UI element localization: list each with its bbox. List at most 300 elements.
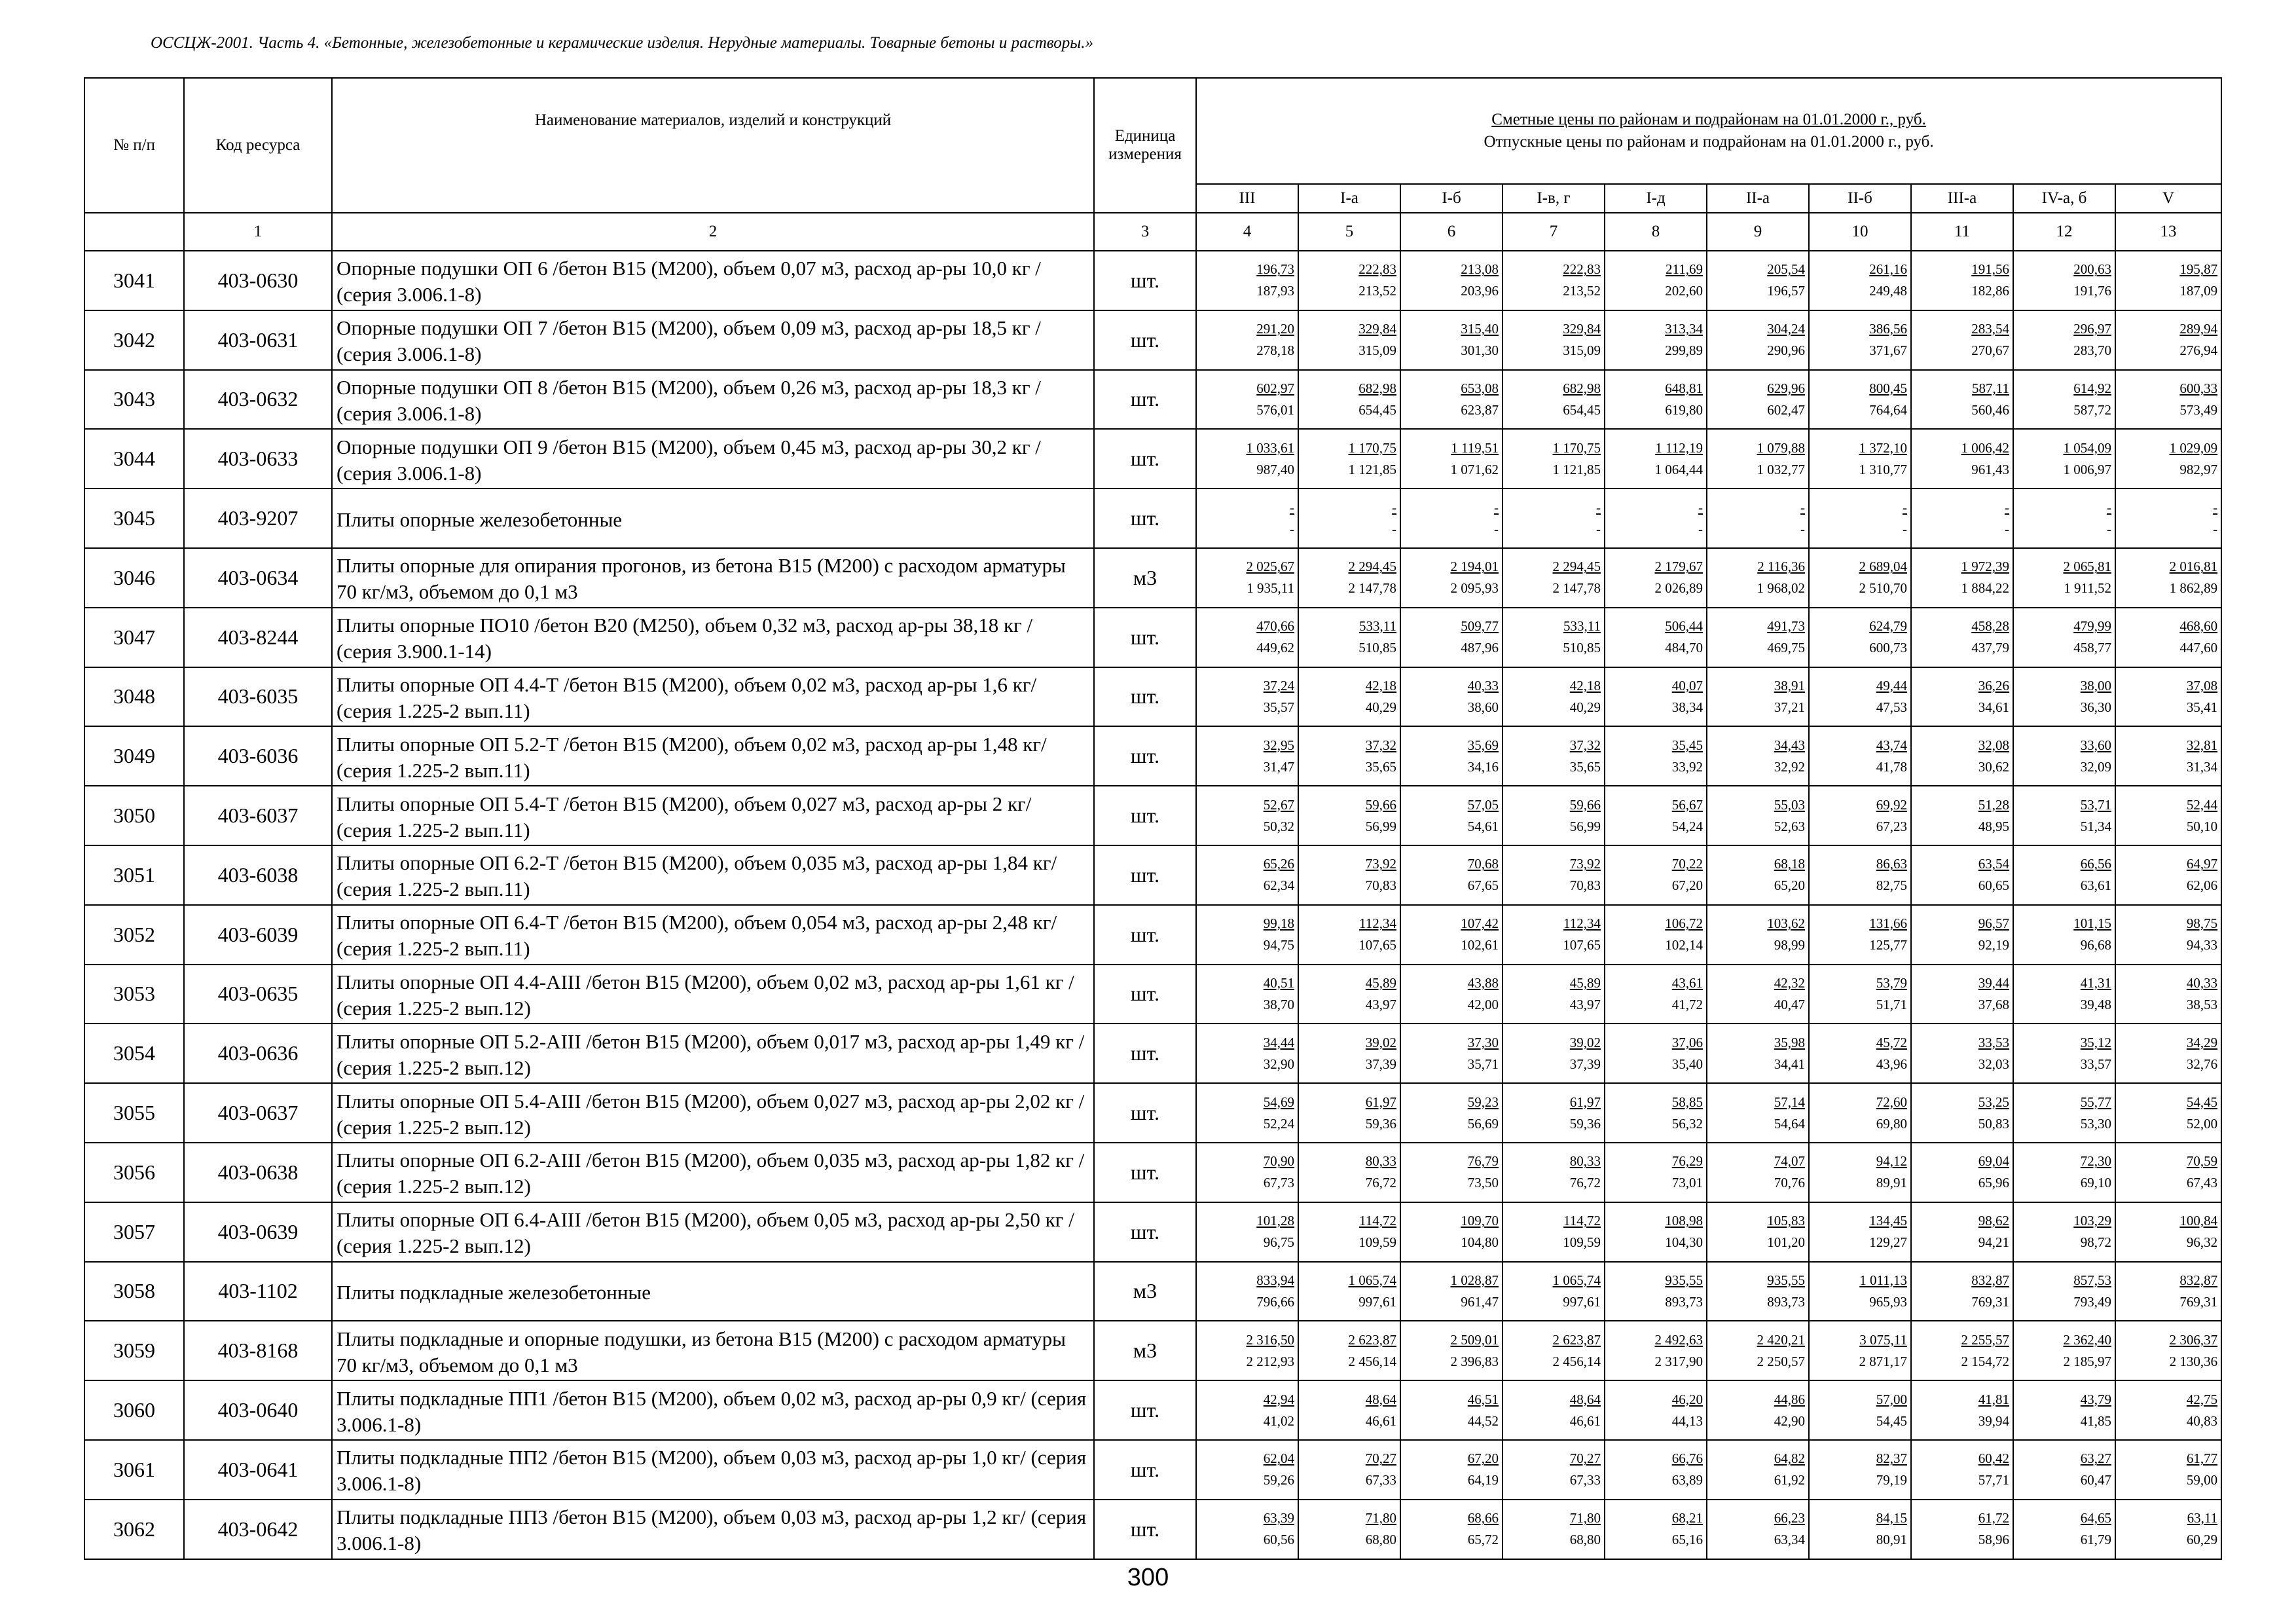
release-price: - <box>1392 521 1396 537</box>
price-cell <box>1605 1500 1707 1559</box>
unit: м3 <box>1094 1321 1196 1380</box>
price-cell <box>1196 370 1298 430</box>
estimate-price: 213,08 <box>1461 261 1499 278</box>
unit: шт. <box>1094 1202 1196 1262</box>
price-cell <box>1503 310 1605 370</box>
price-cell <box>1605 1262 1707 1321</box>
price-cell <box>1400 1024 1503 1083</box>
estimate-price: 69,04 <box>1978 1153 2009 1170</box>
price-cell <box>1503 429 1605 489</box>
price-cell <box>1911 429 2013 489</box>
price-cell <box>1196 429 1298 489</box>
estimate-price: 800,45 <box>1869 380 1907 396</box>
price-cell <box>1503 726 1605 786</box>
estimate-price: 40,51 <box>1263 974 1294 991</box>
estimate-price: 107,42 <box>1461 915 1499 932</box>
release-price: 60,47 <box>2080 1472 2111 1488</box>
release-price: 299,89 <box>1665 342 1703 359</box>
table-row <box>84 1440 2221 1500</box>
price-cell <box>1503 1083 1605 1143</box>
estimate-price: 200,63 <box>2073 261 2111 278</box>
estimate-price: - <box>1392 499 1396 515</box>
release-price: 53,30 <box>2080 1115 2111 1132</box>
release-price: 109,59 <box>1358 1234 1396 1251</box>
price-cell <box>2013 1202 2115 1262</box>
release-price: 33,57 <box>2080 1056 2111 1072</box>
price-cell <box>1196 786 1298 845</box>
price-cell <box>1400 905 1503 965</box>
release-price: 619,80 <box>1665 401 1703 418</box>
row-number: 3054 <box>84 1024 184 1083</box>
release-price: 59,26 <box>1263 1472 1294 1488</box>
estimate-price: 211,69 <box>1666 261 1703 278</box>
release-price: 79,19 <box>1876 1472 1907 1488</box>
release-price: - <box>1698 521 1703 537</box>
estimate-price: 74,07 <box>1774 1153 1805 1170</box>
unit: шт. <box>1094 1143 1196 1202</box>
release-price: 283,70 <box>2073 342 2111 359</box>
release-price: 654,45 <box>1358 401 1396 418</box>
release-price: 1 884,22 <box>1961 580 2009 597</box>
price-cell <box>1911 370 2013 430</box>
estimate-price: 32,08 <box>1978 737 2009 753</box>
price-cell <box>1298 251 1400 310</box>
material-name: Опорные подушки ОП 7 /бетон В15 (М200), объем 0,09 м3, расход ар-ры 18,5 кг / (серия 3.006.1-8) <box>332 310 1094 370</box>
estimate-price: 46,51 <box>1467 1391 1499 1407</box>
row-number: 3049 <box>84 726 184 786</box>
table-row <box>84 1202 2221 1262</box>
table-body <box>84 251 2221 1559</box>
release-price: 202,60 <box>1665 283 1703 299</box>
release-price: 40,29 <box>1569 699 1601 715</box>
release-price: - <box>1290 521 1294 537</box>
release-price: 59,36 <box>1569 1115 1601 1132</box>
price-cell <box>1809 965 1911 1024</box>
price-cell <box>1298 310 1400 370</box>
release-price: 982,97 <box>2179 461 2218 477</box>
header-prices <box>1196 78 2221 184</box>
release-price: 764,64 <box>1869 401 1907 418</box>
estimate-price: 42,18 <box>1365 677 1396 693</box>
estimate-price: 509,77 <box>1461 618 1499 635</box>
material-name: Плиты подкладные ПП1 /бетон В15 (М200), объем 0,02 м3, расход ар-ры 0,9 кг/ (серия 3.006.1-8) <box>332 1380 1094 1440</box>
estimate-price: 76,79 <box>1467 1153 1499 1170</box>
row-number: 3062 <box>84 1500 184 1559</box>
price-cell <box>1707 1500 1809 1559</box>
estimate-price: 587,11 <box>1972 380 2009 396</box>
unit: шт. <box>1094 429 1196 489</box>
price-cell <box>2115 1500 2221 1559</box>
table-row <box>84 608 2221 667</box>
release-price: 67,73 <box>1263 1175 1294 1191</box>
page-number: 300 <box>1127 1564 1169 1591</box>
price-cell <box>1196 667 1298 727</box>
release-price: 67,65 <box>1467 877 1499 894</box>
estimate-price: - <box>1494 499 1499 515</box>
release-price: 1 862,89 <box>2169 580 2218 597</box>
header-num: № п/п <box>84 78 184 213</box>
estimate-price: 52,44 <box>2186 796 2218 813</box>
price-cell <box>1809 1143 1911 1202</box>
estimate-price: 1 972,39 <box>1961 559 2009 575</box>
release-price: 40,47 <box>1774 996 1805 1012</box>
resource-code: 403-8244 <box>184 608 332 667</box>
table-row <box>84 1500 2221 1559</box>
release-price: 510,85 <box>1563 640 1601 656</box>
release-price: 67,43 <box>2186 1175 2218 1191</box>
column-number: 6 <box>1400 213 1503 251</box>
material-name: Плиты опорные ОП 4.4-АIII /бетон В15 (М200), объем 0,02 м3, расход ар-ры 1,61 кг / (серия 1.225-2 вып.12) <box>332 965 1094 1024</box>
table-row <box>84 965 2221 1024</box>
release-price: 82,75 <box>1876 877 1907 894</box>
price-cell <box>1400 251 1503 310</box>
estimate-price: 64,65 <box>2080 1510 2111 1526</box>
release-price: 32,92 <box>1774 758 1805 775</box>
release-price: 54,64 <box>1774 1115 1805 1132</box>
release-price: 70,83 <box>1365 877 1396 894</box>
estimate-price: 35,45 <box>1671 737 1703 753</box>
price-cell <box>2013 905 2115 965</box>
price-cell <box>1809 845 1911 905</box>
release-price: 31,34 <box>2186 758 2218 775</box>
release-price: 32,09 <box>2080 758 2111 775</box>
estimate-price: 61,77 <box>2186 1450 2218 1467</box>
estimate-price: 1 033,61 <box>1246 439 1294 456</box>
price-cell <box>1911 726 2013 786</box>
estimate-price: 48,64 <box>1569 1391 1601 1407</box>
region-header: IV-а, б <box>2013 184 2115 213</box>
estimate-price: 39,02 <box>1569 1034 1601 1050</box>
price-cell <box>1400 845 1503 905</box>
estimate-price: 2 065,81 <box>2063 559 2111 575</box>
release-price: 1 121,85 <box>1552 461 1601 477</box>
estimate-price: 38,91 <box>1774 677 1805 693</box>
unit: шт. <box>1094 667 1196 727</box>
release-price: 1 121,85 <box>1348 461 1396 477</box>
row-number: 3060 <box>84 1380 184 1440</box>
price-cell <box>1503 1202 1605 1262</box>
price-cell <box>1400 1202 1503 1262</box>
estimate-price: 935,55 <box>1665 1272 1703 1288</box>
price-cell <box>1809 251 1911 310</box>
price-cell <box>1400 1321 1503 1380</box>
price-cell <box>1298 1083 1400 1143</box>
price-cell <box>1605 845 1707 905</box>
price-cell <box>1196 251 1298 310</box>
price-cell <box>1298 1440 1400 1500</box>
estimate-price: 291,20 <box>1256 321 1294 337</box>
price-cell <box>2115 1321 2221 1380</box>
release-price: 38,70 <box>1263 996 1294 1012</box>
release-price: 37,68 <box>1978 996 2009 1012</box>
row-number: 3052 <box>84 905 184 965</box>
estimate-price: 57,00 <box>1876 1391 1907 1407</box>
release-price: - <box>1494 521 1499 537</box>
resource-code: 403-0632 <box>184 370 332 430</box>
release-price: 213,52 <box>1358 283 1396 299</box>
price-cell <box>1503 1024 1605 1083</box>
region-header: I-д <box>1605 184 1707 213</box>
release-price: 56,69 <box>1467 1115 1499 1132</box>
release-price: 64,19 <box>1467 1472 1499 1488</box>
release-price: 2 147,78 <box>1348 580 1396 597</box>
resource-code: 403-0642 <box>184 1500 332 1559</box>
price-cell <box>1707 1083 1809 1143</box>
header-release-prices: Отпускные цены по районам и подрайонам на 01.01.2000 г., руб. <box>1484 133 1934 151</box>
price-cell <box>2013 965 2115 1024</box>
release-price: 104,80 <box>1461 1234 1499 1251</box>
estimate-price: 98,75 <box>2186 915 2218 932</box>
estimate-price: 53,71 <box>2080 796 2111 813</box>
resource-code: 403-9207 <box>184 489 332 548</box>
estimate-price: 600,33 <box>2179 380 2218 396</box>
release-price: 623,87 <box>1461 401 1499 418</box>
release-price: 94,75 <box>1263 937 1294 953</box>
estimate-price: 2 294,45 <box>1552 559 1601 575</box>
price-cell <box>1196 489 1298 548</box>
estimate-price: 40,07 <box>1671 677 1703 693</box>
release-price: 63,61 <box>2080 877 2111 894</box>
release-price: 249,48 <box>1869 283 1907 299</box>
price-cell <box>2013 845 2115 905</box>
release-price: 43,96 <box>1876 1056 1907 1072</box>
release-price: 52,63 <box>1774 818 1805 834</box>
price-cell <box>1196 1500 1298 1559</box>
price-cell <box>1298 489 1400 548</box>
estimate-price: 1 028,87 <box>1450 1272 1499 1288</box>
estimate-price: 2 623,87 <box>1552 1331 1601 1348</box>
price-cell <box>2013 786 2115 845</box>
price-cell <box>1707 1440 1809 1500</box>
estimate-price: 296,97 <box>2073 321 2111 337</box>
price-table <box>84 77 2222 1560</box>
unit: шт. <box>1094 310 1196 370</box>
unit: шт. <box>1094 1500 1196 1559</box>
estimate-price: 1 112,19 <box>1655 439 1703 456</box>
price-cell <box>1400 1083 1503 1143</box>
release-price: 56,99 <box>1569 818 1601 834</box>
price-cell <box>1298 1202 1400 1262</box>
estimate-price: 222,83 <box>1358 261 1396 278</box>
estimate-price: 196,73 <box>1256 261 1294 278</box>
release-price: 96,32 <box>2186 1234 2218 1251</box>
release-price: 37,39 <box>1365 1056 1396 1072</box>
price-cell <box>1911 1321 2013 1380</box>
estimate-price: 3 075,11 <box>1859 1331 1907 1348</box>
price-cell <box>2013 489 2115 548</box>
release-price: 187,09 <box>2179 283 2218 299</box>
release-price: 40,29 <box>1365 699 1396 715</box>
release-price: 62,34 <box>1263 877 1294 894</box>
material-name: Плиты подкладные ПП3 /бетон В15 (М200), объем 0,03 м3, расход ар-ры 1,2 кг/ (серия 3.006.1-8) <box>332 1500 1094 1559</box>
estimate-price: 134,45 <box>1869 1213 1907 1229</box>
release-price: 35,65 <box>1365 758 1396 775</box>
release-price: 447,60 <box>2179 640 2218 656</box>
price-cell <box>1298 370 1400 430</box>
estimate-price: - <box>1698 499 1703 515</box>
estimate-price: 35,69 <box>1467 737 1499 753</box>
estimate-price: 195,87 <box>2179 261 2218 278</box>
estimate-price: 45,89 <box>1365 974 1396 991</box>
estimate-price: 43,88 <box>1467 974 1499 991</box>
release-price: 793,49 <box>2073 1293 2111 1310</box>
price-cell <box>1196 965 1298 1024</box>
estimate-price: 70,27 <box>1365 1450 1396 1467</box>
price-cell <box>1196 905 1298 965</box>
release-price: 34,41 <box>1774 1056 1805 1072</box>
price-cell <box>1809 370 1911 430</box>
price-cell <box>1605 489 1707 548</box>
release-price: 56,99 <box>1365 818 1396 834</box>
price-cell <box>1196 548 1298 608</box>
release-price: 41,72 <box>1671 996 1703 1012</box>
release-price: 46,61 <box>1365 1412 1396 1429</box>
estimate-price: 533,11 <box>1359 618 1396 635</box>
price-cell <box>1298 1500 1400 1559</box>
price-cell <box>2013 1321 2115 1380</box>
estimate-price: 66,76 <box>1671 1450 1703 1467</box>
estimate-price: 112,34 <box>1563 915 1601 932</box>
release-price: 39,48 <box>2080 996 2111 1012</box>
release-price: 50,32 <box>1263 818 1294 834</box>
release-price: 315,09 <box>1358 342 1396 359</box>
estimate-price: - <box>2213 499 2218 515</box>
price-cell <box>1298 1321 1400 1380</box>
price-cell <box>1400 608 1503 667</box>
estimate-price: 648,81 <box>1665 380 1703 396</box>
release-price: 997,61 <box>1563 1293 1601 1310</box>
release-price: 92,19 <box>1978 937 2009 953</box>
release-price: 38,60 <box>1467 699 1499 715</box>
price-cell <box>1400 1440 1503 1500</box>
estimate-price: 45,72 <box>1876 1034 1907 1050</box>
release-price: 63,34 <box>1774 1532 1805 1548</box>
release-price: 2 317,90 <box>1654 1353 1703 1369</box>
price-cell <box>1605 429 1707 489</box>
release-price: 965,93 <box>1869 1293 1907 1310</box>
price-cell <box>1707 845 1809 905</box>
estimate-price: 37,32 <box>1365 737 1396 753</box>
price-cell <box>1196 1202 1298 1262</box>
region-header: V <box>2115 184 2221 213</box>
estimate-price: 63,11 <box>2187 1510 2218 1526</box>
release-price: 30,62 <box>1978 758 2009 775</box>
material-name: Плиты опорные ПО10 /бетон В20 (М250), объем 0,32 м3, расход ар-ры 38,18 кг / (серия 3.900.1-14) <box>332 608 1094 667</box>
release-price: 94,33 <box>2186 937 2218 953</box>
estimate-price: 2 362,40 <box>2063 1331 2111 1348</box>
release-price: 54,45 <box>1876 1412 1907 1429</box>
table-row <box>84 370 2221 430</box>
price-cell <box>2013 1024 2115 1083</box>
row-number: 3044 <box>84 429 184 489</box>
price-cell <box>2115 251 2221 310</box>
release-price: 37,39 <box>1569 1056 1601 1072</box>
release-price: 63,89 <box>1671 1472 1703 1488</box>
estimate-price: 682,98 <box>1563 380 1601 396</box>
estimate-price: 53,25 <box>1978 1094 2009 1110</box>
release-price: 56,32 <box>1671 1115 1703 1132</box>
price-cell <box>1400 667 1503 727</box>
price-cell <box>1196 1083 1298 1143</box>
release-price: 41,02 <box>1263 1412 1294 1429</box>
estimate-price: 42,32 <box>1774 974 1805 991</box>
estimate-price: 76,29 <box>1671 1153 1703 1170</box>
price-cell <box>2013 370 2115 430</box>
release-price: 80,91 <box>1876 1532 1907 1548</box>
estimate-price: 69,92 <box>1876 796 1907 813</box>
resource-code: 403-6038 <box>184 845 332 905</box>
estimate-price: 833,94 <box>1256 1272 1294 1288</box>
price-cell <box>1503 667 1605 727</box>
price-cell <box>2013 1380 2115 1440</box>
estimate-price: 1 119,51 <box>1451 439 1499 456</box>
release-price: 47,53 <box>1876 699 1907 715</box>
row-number: 3046 <box>84 548 184 608</box>
release-price: 61,79 <box>2080 1532 2111 1548</box>
release-price: 54,61 <box>1467 818 1499 834</box>
price-cell <box>2013 310 2115 370</box>
release-price: 60,65 <box>1978 877 2009 894</box>
price-cell <box>1911 608 2013 667</box>
price-cell <box>1605 1321 1707 1380</box>
price-cell <box>1809 1024 1911 1083</box>
release-price: 893,73 <box>1767 1293 1805 1310</box>
estimate-price: 37,32 <box>1569 737 1601 753</box>
estimate-price: 1 170,75 <box>1552 439 1601 456</box>
header-estimate-prices: Сметные цены по районам и подрайонам на 01.01.2000 г., руб. <box>1491 111 1926 128</box>
table-row <box>84 251 2221 310</box>
estimate-price: 48,64 <box>1365 1391 1396 1407</box>
price-cell <box>1809 548 1911 608</box>
release-price: 60,29 <box>2186 1532 2218 1548</box>
price-cell <box>1196 310 1298 370</box>
price-cell <box>1503 1440 1605 1500</box>
price-cell <box>1707 429 1809 489</box>
estimate-price: 602,97 <box>1256 380 1294 396</box>
price-cell <box>1605 726 1707 786</box>
row-number: 3051 <box>84 845 184 905</box>
row-number: 3050 <box>84 786 184 845</box>
price-cell <box>1503 786 1605 845</box>
estimate-price: 60,42 <box>1978 1450 2009 1467</box>
release-price: 654,45 <box>1563 401 1601 418</box>
table-row <box>84 429 2221 489</box>
price-cell <box>1503 548 1605 608</box>
release-price: 32,90 <box>1263 1056 1294 1072</box>
release-price: 893,73 <box>1665 1293 1703 1310</box>
release-price: 2 510,70 <box>1859 580 1907 597</box>
release-price: 371,67 <box>1869 342 1907 359</box>
release-price: 278,18 <box>1256 342 1294 359</box>
column-number: 11 <box>1911 213 2013 251</box>
estimate-price: 1 006,42 <box>1961 439 2009 456</box>
price-cell <box>1809 1202 1911 1262</box>
region-header: III <box>1196 184 1298 213</box>
estimate-price: 37,24 <box>1263 677 1294 693</box>
estimate-price: 468,60 <box>2179 618 2218 635</box>
release-price: 602,47 <box>1767 401 1805 418</box>
table-row <box>84 1321 2221 1380</box>
release-price: 35,65 <box>1569 758 1601 775</box>
estimate-price: 1 170,75 <box>1348 439 1396 456</box>
estimate-price: 629,96 <box>1767 380 1805 396</box>
estimate-price: 63,54 <box>1978 856 2009 872</box>
price-cell <box>1809 786 1911 845</box>
price-cell <box>1911 1202 2013 1262</box>
price-cell <box>1707 1262 1809 1321</box>
estimate-price: 458,28 <box>1971 618 2009 635</box>
price-cell <box>2115 1380 2221 1440</box>
